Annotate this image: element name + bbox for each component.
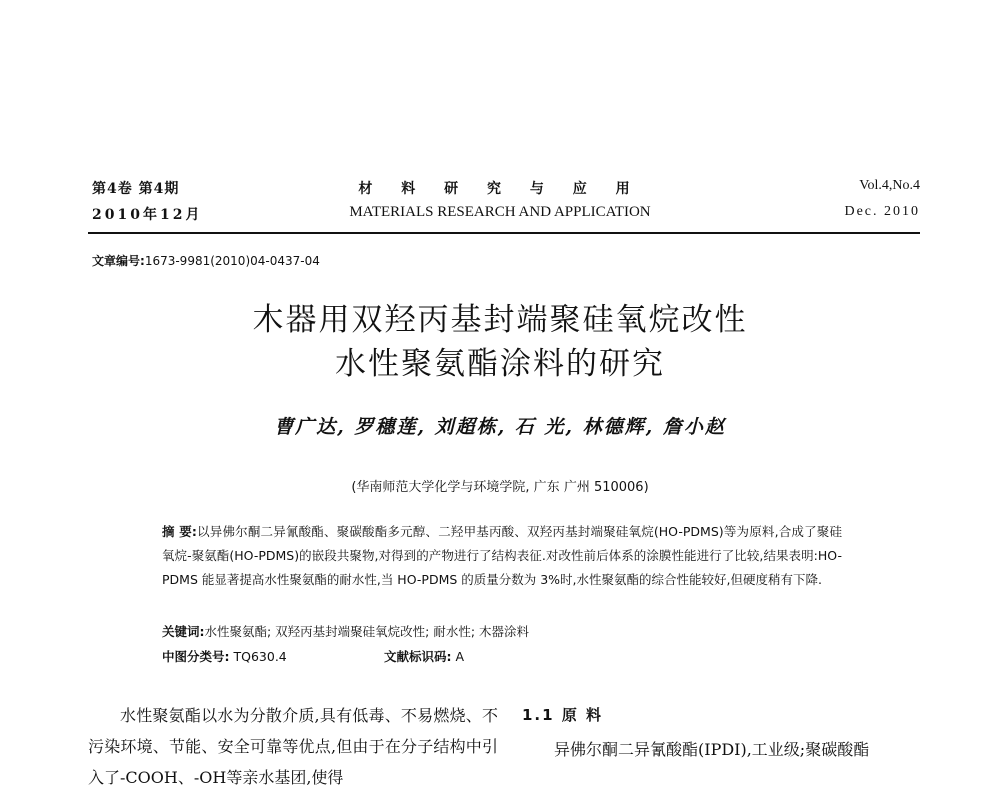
document-code [384,647,464,665]
doc-code-value: A [455,649,465,664]
keywords [162,622,529,640]
journal-name-en: MATERIALS RESEARCH AND APPLICATION [349,204,651,220]
issue-number: 第4卷 第4期 [92,181,180,197]
date-en: Dec. 2010 [844,204,920,219]
keywords-label: 关键词: [162,624,205,639]
body-text-left: 水性聚氨酯以水为分散介质,具有低毒、不易燃烧、不污染环境、节能、安全可靠等优点,但由于在分子结构中引入了-COOH、-OH等亲水基团,使得 [88,706,498,787]
issue-date: 2010年12月 [92,207,203,223]
author-list: 曹广达, 罗穗莲, 刘超栋, 石 光, 林德辉, 詹小赵 [274,416,726,438]
header-rule [88,232,920,234]
abstract-label: 摘 要: [162,524,197,539]
abstract [162,520,842,592]
paper-title-line1: 木器用双羟丙基封端聚硅氧烷改性 [252,302,748,338]
body-text-right: 异佛尔酮二异氰酸酯(IPDI),工业级;聚碳酸酯 [554,740,870,759]
affiliation: (华南师范大学化学与环境学院, 广东 广州 510006) [351,480,649,495]
clc-label: 中图分类号: [162,649,230,664]
article-number-label: 文章编号: [92,254,145,268]
section-title: 原 料 [561,706,604,724]
clc-value: TQ630.4 [233,649,287,664]
article-number [92,252,320,269]
keywords-text: 水性聚氨酯; 双羟丙基封端聚硅氧烷改性; 耐水性; 木器涂料 [204,624,530,639]
journal-name-cn: 材 料 研 究 与 应 用 [358,181,642,197]
section-number: 1.1 [522,706,555,724]
abstract-text: 以异佛尔酮二异氰酸酯、聚碳酸酯多元醇、二羟甲基丙酸、双羟丙基封端聚硅氧烷(HO-PDMS)等为原料,合成了聚硅氧烷-聚氨酯(HO-PDMS)的嵌段共聚物,对得到的产物进行了结构表征.对改性前后体系的涂膜性能进行了比较,结果表明:HO-PDMS 能显著提高水性聚氨酯的耐水性,当 HO-PDMS 的质量分数为 3%时,水性聚氨酯的综合性能较好,但硬度稍有下降. [162,524,842,587]
volume-en: Vol.4,No.4 [859,178,920,193]
section-heading [522,704,603,725]
doc-code-label: 文献标识码: [384,649,452,664]
clc-number [162,647,287,665]
article-number-value: 1673-9981(2010)04-0437-04 [144,254,320,268]
paper-title-line2: 水性聚氨酯涂料的研究 [335,346,665,382]
